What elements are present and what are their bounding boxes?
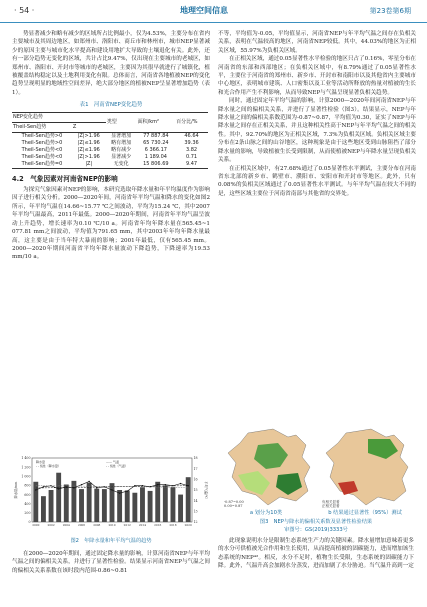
precip-bar [87,483,92,522]
precip-bar [117,490,122,522]
legend-entry: 降水量 [36,460,46,464]
correlation-maps [218,425,414,509]
paragraph: 在2000—2020年期间，通过固定降水量的影响，计算河南省NEP与年平均气温之间的偏相关关系，并进行了显著性检验。结果显示河南省NEP与气温之间的偏相关关系系数在该时段内范围-0.86~0.81 [12,551,210,574]
map-a-legend-0: -0.87~0.00 [224,500,244,504]
map-a-legend-1: 0.00~0.87 [224,504,243,508]
figure2-caption: 图2 年降水量和年平均气温的趋势 [70,538,152,544]
table-row [12,161,208,169]
temp-point [127,490,128,491]
table-group-header: NEP变化趋势 [12,112,106,122]
legend-entry: —— 气温 [106,460,119,464]
x-tick-label: 2018 [169,523,177,527]
left-column [12,30,210,262]
y-right-tick-label: 12 [193,520,198,525]
table-cell: |Z|>1.96 [77,153,100,160]
y-right-tick-label: 17 [193,466,198,471]
precip-bar [64,485,69,522]
y-tick-label: 400 [24,501,31,506]
table-header: Z [72,122,106,132]
table-cell: Theil-Sen趋势=0 [12,161,72,169]
map-b [322,429,408,508]
x-tick-label: 2006 [77,523,86,527]
y-right-axis-label: 平均气温/℃ [204,481,208,499]
table-row [12,132,208,140]
temp-point [88,481,89,482]
trend-table [12,112,208,169]
precip-bar [56,473,61,522]
table-row [12,147,208,154]
journal-title: 地理空间信息 [180,5,228,15]
temp-point [43,486,44,487]
temp-point [134,485,135,486]
table-header: 类型 [106,112,137,132]
map-b-legend-1: 正相关显著 [322,504,340,508]
y-tick-label: 1 200 [21,465,31,470]
table-cell: 6 366.17 [144,146,167,153]
y-right-tick-label: 14 [193,498,198,503]
table-cell: 65 730.24 [143,139,169,146]
paragraph: 为探究气象因素对NEP的影响，本研究选取年降水量和年平均温度作为影响因子进行相关分析。2000—2020年间，河南省年平均气温和降水的变化如图2所示，年平均气温在14.66~15.77 ℃之间波动，平均为15.24 ℃，其中2007年平均气温最高，2011年最低。2000—2020年期间，河南省年平均气温呈波动上升趋势，增长速率为0.10 ℃/10 a。河南省年均年降水量在565.45~1 077.81 mm之间波动，平均值为791.65 mm，其中2003年年均年降水量最高，这主要是由于当年特大暴雨的影响；2001年最低，仅有565.45 mm。2000—2020年期间河南省平均年降水量波动下降趋势，下降速率为19.53 mm/10 a。 [12,187,210,261]
table-header: 百分比/% [175,112,208,132]
table-caption: 表1 河南省NEP变化趋势 [79,102,143,109]
table-cell: |Z| [72,161,106,169]
table-cell: 显著减少 [111,153,132,160]
x-tick-label: 2002 [47,523,55,527]
y-right-tick-label: 13 [193,509,198,514]
precip-bar [186,477,191,522]
table-cell: 显著增加 [111,132,132,139]
paragraph: 势显著减少和略有减少的区域所占比例最小，仅为4.53%，主要分布在省内主要城市及其周边地区，如郑州市、洛阳市、商丘市和林州市，城市NEP显著减少的原因主要与城市化水平提高和建设用地扩大导致的土壤退化有关。此外，还有一部分趋势无变化的区域，共计占比9.47%，仅出现在主要城市的老城区，如郑州市、洛阳市、开封市等城市的老城区，主要因为其很早就进行了城镇化，植被覆盖结构稳定以及土地利用变化有限。总体而言，河南省各地植被NEP的变化趋势呈现明显的地域性空间差异，绝大部分地区的植被NEP呈显著增加趋势（表1）。 [12,31,210,96]
precip-bar [132,493,137,522]
paragraph: 在正相关区域中，有27.68%通过了0.05显著性水平测试，主要分布在河南省东北部的新乡市、鹤壁市、濮阳市、安阳市和开封市等地区。此外，只有0.08%的负相关区域通过了0.05显著性水平测试。与年平均气温在较大不同的是，这些区域主要位于河南省南部与其他省的交界处。 [218,165,416,197]
table-cell: Theil-Sen趋势<0 [21,153,63,160]
precip-bar [79,489,84,522]
table-cell: 3.82 [185,146,198,153]
y-tick-label: 600 [24,492,31,497]
x-tick-label: 2014 [138,523,147,527]
legend-entry: - - 线性（气温） [106,464,128,468]
temp-point [66,486,67,487]
left-lower-text [12,550,210,575]
table-row [12,154,208,161]
precip-bar [155,482,160,522]
temp-point [81,484,82,485]
table-cell: 15 806.69 [137,161,176,169]
table-cell: |Z|≤1.96 [77,146,100,153]
x-tick-label: 2016 [154,523,162,527]
temp-point [96,487,97,488]
temp-point [165,484,166,485]
y-right-tick-label: 16 [193,477,198,482]
precip-bar [94,489,99,522]
page-header [0,0,427,23]
paragraph: 此现象说明水分是限制生态系统生产力的关键因素。降水量增加意味着更多的水分可供植被光合作用和生长使用，从而提高植被的固碳能力，进而增加该生态系统的NEP⁴²。相反，水分不足时，植物生长受限，生态系统的固碳能力下降。此外，气温升高会加剧水分蒸发，进而加剧了水分胁迫。当气温升高到一定 [218,538,414,570]
y-tick-label: 1 000 [21,474,31,479]
y-axis-label: 降水量/mm [14,481,18,499]
page-number: · 54 · [14,6,35,15]
temp-point [111,489,112,490]
table-cell: 0.71 [185,153,198,160]
x-tick-label: 2020 [184,523,192,527]
table-cell: 略有减少 [111,146,132,153]
table-cell: |Z|>1.96 [77,132,100,139]
y-right-tick-label: 18 [193,456,198,461]
section-heading: 4.2 气象因素对河南省NEP的影响 [12,174,118,183]
y-tick-label: 0 [28,520,31,525]
y-tick-label: 1 400 [21,456,31,461]
paragraph: 同时，通过固定年平均气温的影响，计算2000—2020年间河南省NEP与年降水量之间的偏相关关系，并进行了显著性检验（图3）。结果显示，NEP与年降水量之间的偏相关系数范围为-0.87~0.87，平均值为0.30，证实了NEP与年降水量之间存在正相关关系，并且这种相关性高于NEP与年平均气温之间的相关性。其中，92.70%的地区为正相关区域，7.3%为负相关区域。负相关区域主要分布在2条山脉之间的山谷地区，这种现象是由于这些地区受到山脉阻挡了部分降水量的影响，导致植被生长受到限制，从而使植被NEP与年降水量呈现负相关关系。 [218,98,416,164]
right-column [218,30,416,198]
table-cell: 1 189.04 [144,153,167,160]
precip-bar [125,490,130,522]
table-cell: 无变化 [106,161,137,169]
temp-point [157,484,158,485]
precip-bar [178,495,183,522]
y-right-tick-label: 15 [193,488,198,493]
volume-info: 第23卷第6期 [369,7,411,15]
precip-bar [49,490,54,522]
paragraph: 不等，平均值为-0.05，平均值显示，河南省NEP与年平均气温之间存在负相关关系，表明在气温较高的地区，河南省NEP较低。其中，44.03%的地区为正相关区域，55.97%为负相关区域。 [218,31,416,54]
table-header: Theil-Sen趋势 [12,122,72,132]
map-a-label: a 划分为10类 [249,510,283,516]
y-tick-label: 800 [24,483,31,488]
precip-bar [102,489,107,522]
table-header: 面积/km² [137,112,176,132]
map-b-legend-0: 负相关显著 [322,500,340,504]
temp-point [35,489,36,490]
temp-point [119,493,120,494]
table-cell: |Z|≤1.96 [77,139,100,146]
precip-bar [148,491,153,522]
table-cell: 46.64 [184,132,199,139]
precip-bar [140,487,145,522]
table-cell: Theil-Sen趋势>0 [21,132,63,139]
table-cell: 77 887.84 [143,132,169,139]
x-tick-label: 2012 [123,523,131,527]
precip-temp-chart [12,452,210,536]
table-cell: 略有增加 [111,139,132,146]
table-cell: 39.36 [184,139,199,146]
map-approval: 审图号：GS(2019)3333号 [284,527,348,533]
map-b-label: b 结果通过显著性（95%）测试 [328,510,402,516]
x-tick-label: 2010 [108,523,116,527]
figure3-caption: 图3 NEP与降水的偏相关系数及显著性检验结果 [259,519,373,525]
precip-bar [163,485,168,522]
legend-entry: - - 线性（降水量） [36,464,61,468]
right-lower-text [218,537,414,571]
y-tick-label: 200 [24,511,31,516]
x-tick-label: 2004 [62,523,70,527]
x-tick-label: 2000 [32,523,40,527]
table-cell: Theil-Sen趋势<0 [21,146,63,153]
precip-bar [171,487,176,522]
table-row [12,140,208,147]
map-a [224,429,310,508]
table-cell: Theil-Sen趋势>0 [21,139,63,146]
table-cell: 9.47 [175,161,208,169]
temp-point [58,488,59,489]
temp-point [180,483,181,484]
precip-bar [41,496,46,522]
x-tick-label: 2008 [93,523,101,527]
paragraph: 在正相关区域，通过0.05显著性水平检验的地区只占了0.16%，零星分布在河南省的东部和西部地区；在负相关区域中，有8.79%通过了0.05显著性水平，主要位于河南省的郑州市、新乡市、开封市和南阳市以及其他省内主要城市中心地区，表明城市建筑、人口密集以及工业等活动所释放的热量对植被的生长和光合作用产生不利影响，从而导致NEP与气温呈现显著负相关趋势。 [218,56,416,96]
